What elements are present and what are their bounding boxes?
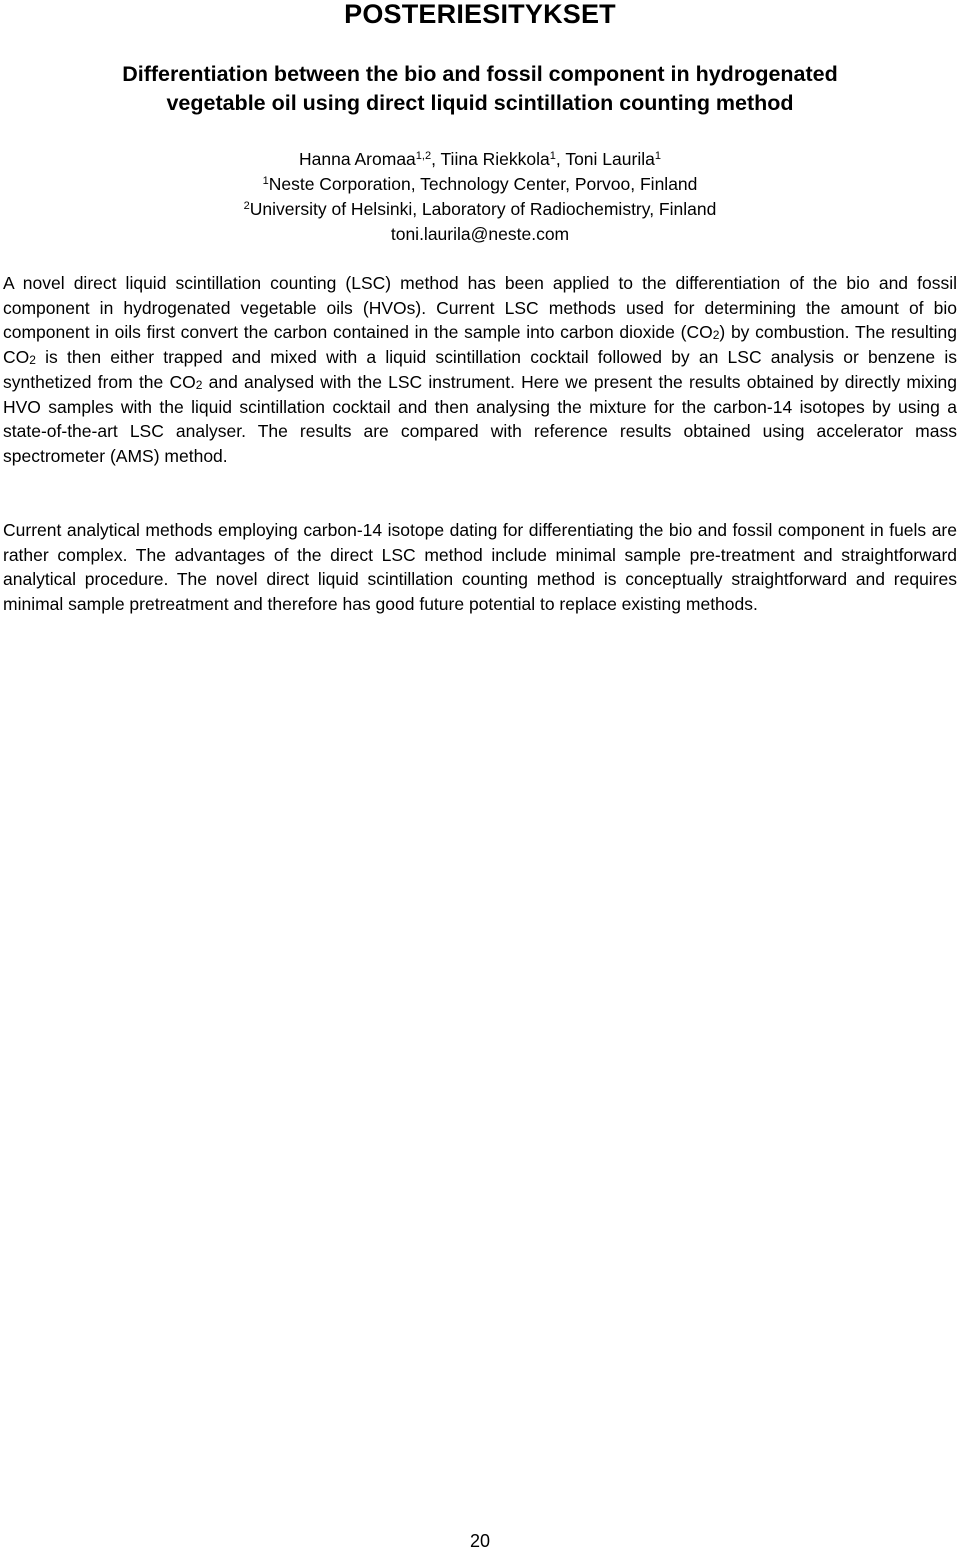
author-affiliation-marker: 1,2 [415, 150, 432, 162]
title-line-2: vegetable oil using direct liquid scintillation counting method [166, 91, 794, 115]
page-number: 20 [469, 1531, 491, 1551]
title-line-1: Differentiation between the bio and fossil component in hydrogenated [122, 62, 838, 86]
author-separator: , [431, 149, 441, 169]
author-block [0, 147, 960, 247]
affiliation-text: Neste Corporation, Technology Center, Porvoo, Finland [268, 174, 698, 194]
author-separator: , [555, 149, 566, 169]
abstract-paragraph-2: Current analytical methods employing carbon-14 isotope dating for differentiating the bio and fossil component in fuels are rather complex. The advantages of the direct LSC method include minimal sample pre-treatment and straightforward analytical procedure. The novel direct liquid scintillation counting method is conceptually straightforward and requires minimal sample pretreatment and therefore has good future potential to replace existing methods. [3, 520, 957, 615]
affiliation-2 [0, 197, 960, 222]
subscript: 2 [712, 328, 720, 343]
affiliation-text: University of Helsinki, Laboratory of Radiochemistry, Finland [249, 199, 717, 219]
contact-email: toni.laurila@neste.com [390, 224, 570, 244]
author-affiliation-marker: 1 [549, 150, 556, 162]
text-run: and analysed with the LSC instrument. Here we present the results obtained by directly mixing HVO samples with the liquid scintillation cocktail and then analysing the mixture for the carbon-14 isotopes by using a state-of-the-art LSC analyser. The results are compared with reference results obtained using accelerator mass spectrometer (AMS) method. [3, 371, 957, 466]
affiliation-number: 1 [262, 175, 269, 187]
affiliation-number: 2 [243, 200, 250, 212]
abstract-paragraph-1 [3, 271, 957, 469]
author-name: Hanna Aromaa [299, 149, 416, 169]
affiliation-1 [0, 172, 960, 197]
paper-title [20, 60, 940, 118]
text-run: A novel direct liquid scintillation counting (LSC) method has been applied to the differentiation of the bio and fossil component in hydrogenated vegetable oils (HVOs). Current LSC methods used for determining the amount of bio component in oils first convert the carbon contained in the sample into carbon dioxide (CO [3, 273, 957, 343]
author-list [0, 147, 960, 172]
author-name: Tiina Riekkola [440, 149, 550, 169]
author-affiliation-marker: 1 [654, 150, 661, 162]
subscript: 2 [29, 353, 36, 368]
author-name: Toni Laurila [565, 149, 655, 169]
text-run: is then either trapped and mixed with a liquid scintillation cocktail followed by an LSC analysis or benzene is synthetized from the CO [3, 347, 957, 392]
text-run: ) by combustion. The resulting CO [3, 322, 957, 368]
subscript: 2 [195, 377, 203, 392]
section-heading: POSTERIESITYKSET [344, 0, 616, 29]
